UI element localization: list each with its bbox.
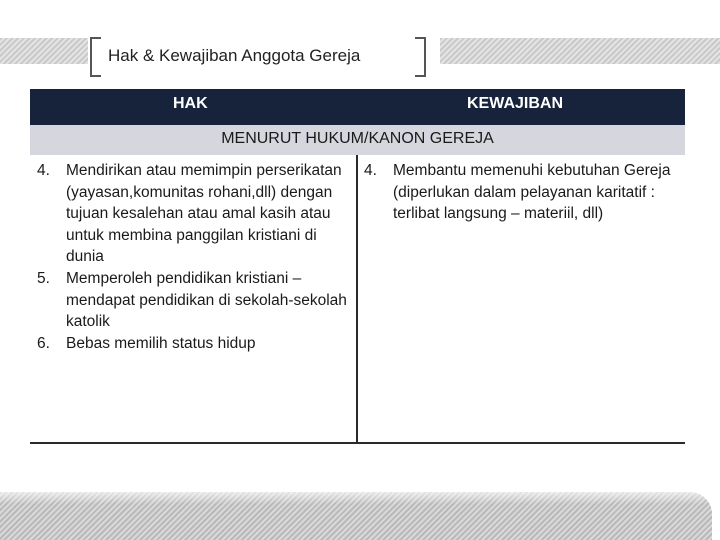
- list-item: [37, 160, 353, 268]
- table-header: [30, 89, 685, 125]
- list-item: [37, 333, 353, 355]
- list-item-number: 5.: [37, 269, 50, 287]
- column-divider: [356, 155, 358, 444]
- title-frame: [90, 37, 426, 75]
- list-item-number: 4.: [37, 162, 50, 179]
- list-item: [364, 160, 682, 225]
- list-item-number: 4.: [364, 162, 377, 179]
- list-item-number: 6.: [37, 334, 50, 352]
- list-item: [37, 268, 353, 333]
- table-subheader: MENURUT HUKUM/KANON GEREJA: [30, 125, 685, 155]
- decorative-stripe-right: [440, 38, 720, 64]
- bracket-left: [90, 37, 101, 77]
- decorative-stripe-left: [0, 38, 88, 64]
- list-item-text: Mendirikan atau memimpin perserikatan (yayasan,komunitas rohani,dll) dengan tujuan kesalehan atau amal kasih atau untuk membina panggilan kristiani di dunia: [66, 162, 342, 266]
- bracket-right: [415, 37, 426, 77]
- slide-title: Hak & Kewajiban Anggota Gereja: [108, 46, 361, 65]
- header-hak: HAK: [173, 95, 208, 112]
- list-item-text: Membantu memenuhi kebutuhan Gereja (diperlukan dalam pelayanan karitatif : terlibat langsung – materiil, dll): [393, 162, 671, 223]
- header-kewajiban: KEWAJIBAN: [467, 95, 564, 112]
- decorative-footer-bar: [0, 492, 712, 540]
- table-bottom-border: [30, 442, 685, 444]
- kewajiban-list: [364, 160, 682, 225]
- hak-list: [37, 160, 353, 354]
- list-item-text: Memperoleh pendidikan kristiani – mendapat pendidikan di sekolah-sekolah katolik: [66, 269, 347, 331]
- list-item-text: Bebas memilih status hidup: [66, 334, 256, 352]
